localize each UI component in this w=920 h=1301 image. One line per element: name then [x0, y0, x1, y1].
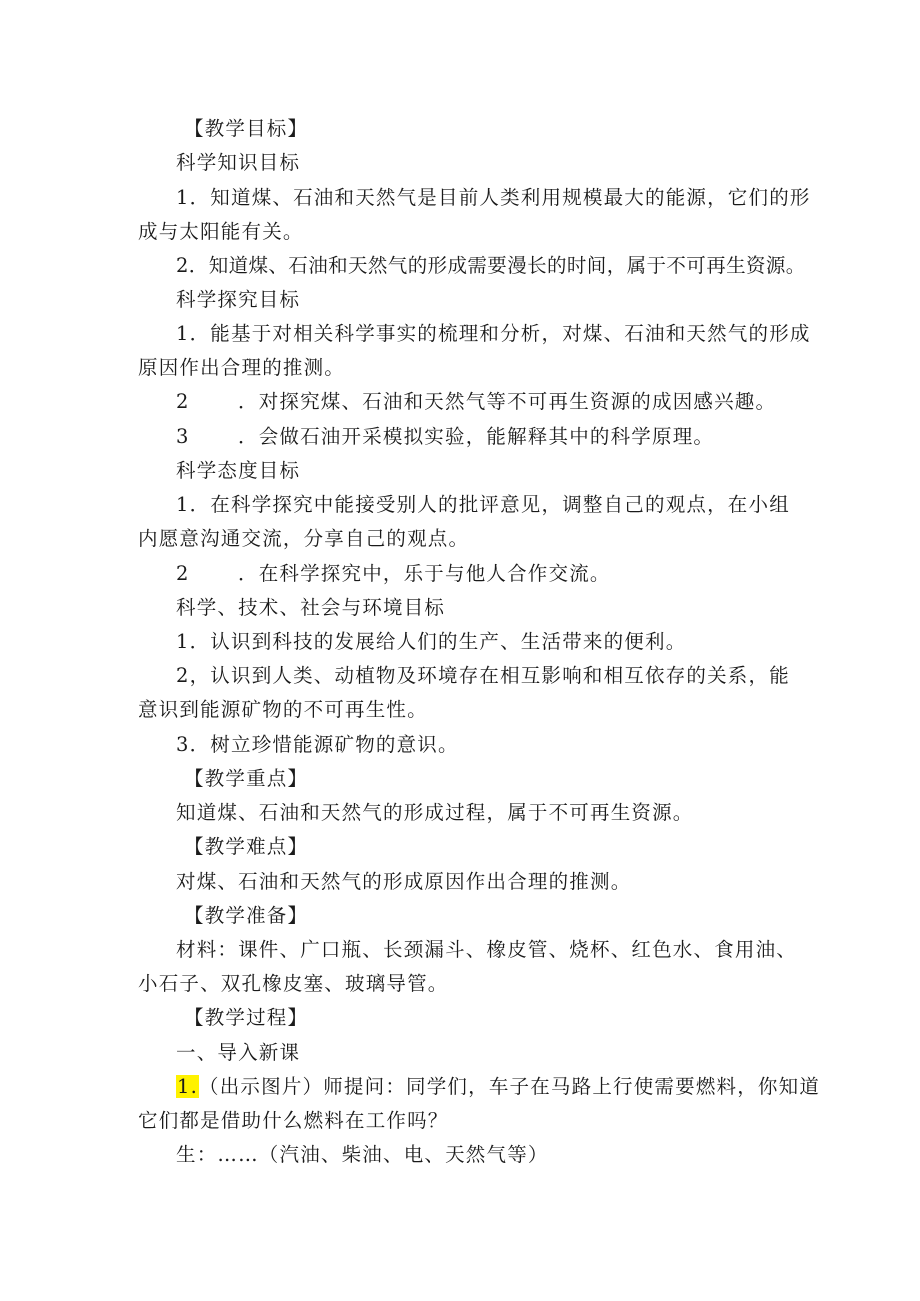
heading-key-points: 【教学重点】	[184, 767, 309, 790]
paragraph-line: 2 ．在科学探究中，乐于与他人合作交流。	[176, 562, 611, 585]
paragraph-line: 内愿意沟通交流，分享自己的观点。	[138, 527, 470, 550]
list-number: 2	[176, 390, 190, 413]
list-number: 2	[176, 562, 190, 585]
paragraph-line: 1．在科学探究中能接受别人的批评意见，调整自己的观点，在小组	[176, 493, 790, 516]
paragraph-line: 意识到能源矿物的不可再生性。	[138, 698, 428, 721]
paragraph-line: 2．知道煤、石油和天然气的形成需要漫长的时间，属于不可再生资源。	[176, 254, 806, 277]
subheading-inquiry-goals: 科学探究目标	[176, 288, 301, 311]
subheading-intro: 一、导入新课	[176, 1041, 301, 1064]
paragraph-line: 材料：课件、广口瓶、长颈漏斗、橡皮管、烧杯、红色水、食用油、	[176, 938, 798, 961]
heading-process: 【教学过程】	[184, 1006, 309, 1029]
paragraph-line: 生：……（汽油、柴油、电、天然气等）	[176, 1143, 549, 1166]
paragraph-line: 知道煤、石油和天然气的形成过程，属于不可再生资源。	[176, 801, 694, 824]
highlighted-number: 1.	[177, 1075, 199, 1098]
paragraph-line: 对煤、石油和天然气的形成原因作出合理的推测。	[176, 870, 632, 893]
heading-difficulties: 【教学难点】	[184, 835, 309, 858]
subheading-knowledge-goals: 科学知识目标	[176, 151, 301, 174]
paragraph-line: 1.（出示图片）师提问：同学们，车子在马路上行使需要燃料，你知道	[177, 1075, 821, 1098]
paragraph-line: 1．能基于对相关科学事实的梳理和分析，对煤、石油和天然气的形成	[176, 322, 811, 345]
paragraph-line: 3．树立珍惜能源矿物的意识。	[176, 733, 459, 756]
paragraph-line: 1．认识到科技的发展给人们的生产、生活带来的便利。	[176, 630, 687, 653]
paragraph-line: 成与太阳能有关。	[138, 220, 304, 243]
paragraph-line: 原因作出合理的推测。	[138, 356, 346, 379]
paragraph-line: 它们都是借助什么燃料在工作吗？	[138, 1109, 449, 1132]
subheading-sts-goals: 科学、技术、社会与环境目标	[176, 596, 446, 619]
paragraph-line: 小石子、双孔橡皮塞、玻璃导管。	[138, 972, 449, 995]
heading-preparation: 【教学准备】	[184, 904, 309, 927]
subheading-attitude-goals: 科学态度目标	[176, 459, 301, 482]
paragraph-line: 1．知道煤、石油和天然气是目前人类利用规模最大的能源，它们的形	[176, 186, 811, 209]
list-number: 3	[176, 425, 190, 448]
paragraph-line: 2 ．对探究煤、石油和天然气等不可再生资源的成因感兴趣。	[176, 390, 777, 413]
heading-teaching-goals: 【教学目标】	[184, 117, 309, 140]
paragraph-line: 2，认识到人类、动植物及环境存在相互影响和相互依存的关系，能	[176, 664, 790, 687]
paragraph-line: 3 ．会做石油开采模拟实验，能解释其中的科学原理。	[176, 425, 715, 448]
